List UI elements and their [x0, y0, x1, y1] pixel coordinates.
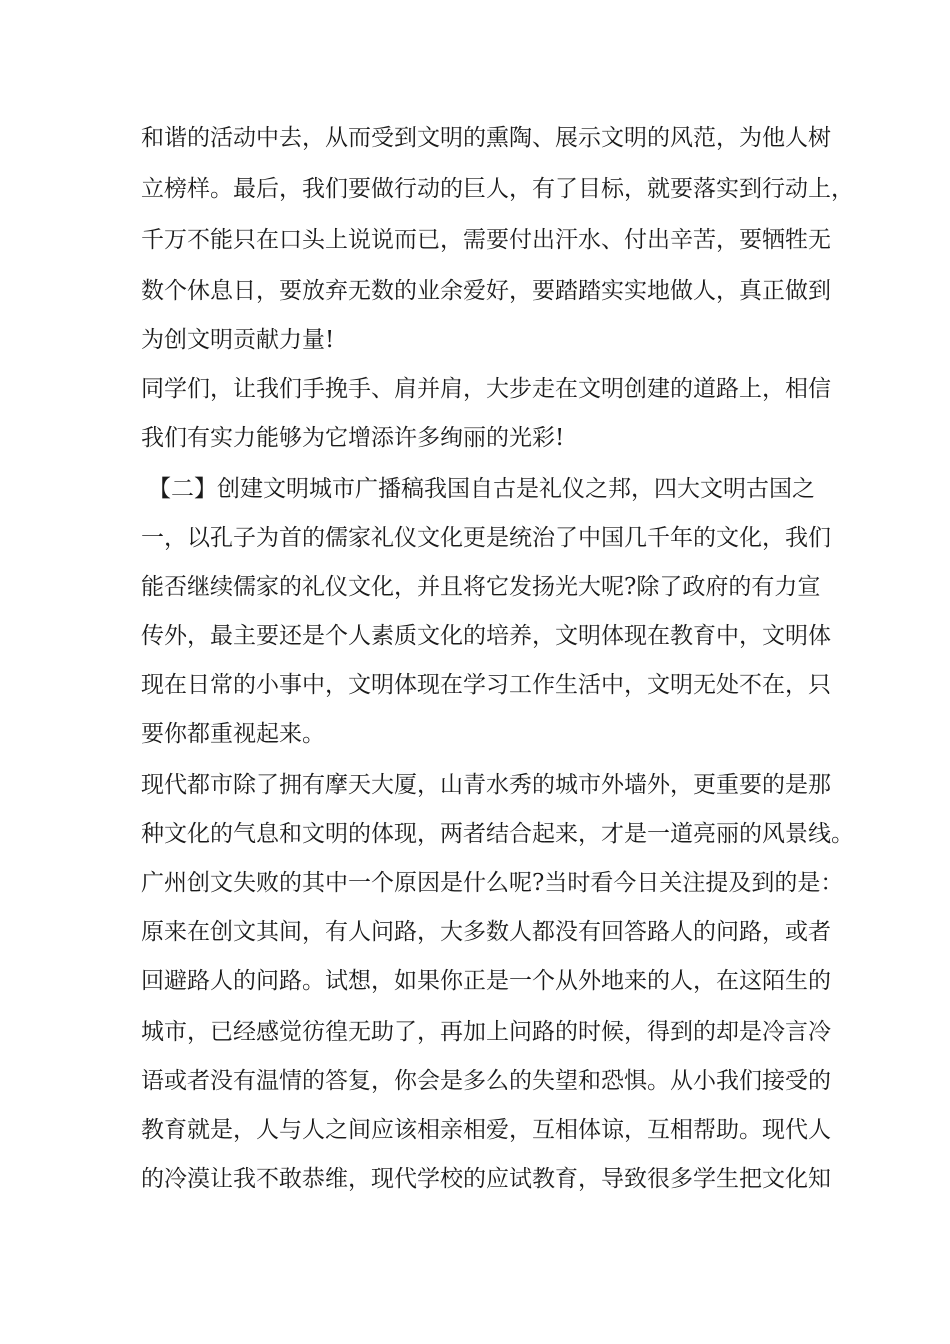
text-line: 数个休息日，要放弃无数的业余爱好，要踏踏实实地做人，真正做到 — [141, 278, 831, 304]
text-line: 能否继续儒家的礼仪文化，并且将它发扬光大呢?除了政府的有力宣 — [141, 574, 821, 600]
text-line: 回避路人的问路。试想，如果你正是一个从外地来的人，在这陌生的 — [141, 968, 831, 994]
text-line: 立榜样。最后，我们要做行动的巨人，有了目标，就要落实到行动上， — [141, 176, 854, 202]
text-line: 为创文明贡献力量! — [141, 327, 335, 353]
text-line: 现在日常的小事中，文明体现在学习工作生活中，文明无处不在，只 — [141, 672, 831, 698]
text-line: 一，以孔子为首的儒家礼仪文化更是统治了中国几千年的文化，我们 — [141, 525, 831, 551]
text-line: 要你都重视起来。 — [141, 721, 325, 747]
text-line: 语或者没有温情的答复，你会是多么的失望和恐惧。从小我们接受的 — [141, 1068, 831, 1094]
text-line: 千万不能只在口头上说说而已，需要付出汗水、付出辛苦，要牺牲无 — [141, 227, 831, 253]
text-line: 同学们，让我们手挽手、肩并肩，大步走在文明创建的道路上，相信 — [141, 376, 831, 402]
text-line: 广州创文失败的其中一个原因是什么呢?当时看今日关注提及到的是： — [141, 870, 844, 896]
section-heading-line: 【二】创建文明城市广播稿我国自古是礼仪之邦，四大文明古国之 — [148, 476, 815, 502]
text-line: 的冷漠让我不敢恭维，现代学校的应试教育，导致很多学生把文化知 — [141, 1166, 831, 1192]
text-line: 我们有实力能够为它增添许多绚丽的光彩! — [141, 425, 565, 451]
text-line: 传外，最主要还是个人素质文化的培养，文明体现在教育中，文明体 — [141, 623, 831, 649]
text-line: 教育就是，人与人之间应该相亲相爱，互相体谅，互相帮助。现代人 — [141, 1117, 831, 1143]
text-line: 和谐的活动中去，从而受到文明的熏陶、展示文明的风范，为他人树 — [141, 125, 831, 151]
text-line: 原来在创文其间，有人问路，大多数人都没有回答路人的问路，或者 — [141, 919, 831, 945]
text-line: 现代都市除了拥有摩天大厦，山青水秀的城市外墙外，更重要的是那 — [141, 772, 831, 798]
text-line: 种文化的气息和文明的体现，两者结合起来，才是一道亮丽的风景线。 — [141, 821, 854, 847]
text-line: 城市，已经感觉彷徨无助了，再加上问路的时候，得到的却是冷言冷 — [141, 1019, 831, 1045]
